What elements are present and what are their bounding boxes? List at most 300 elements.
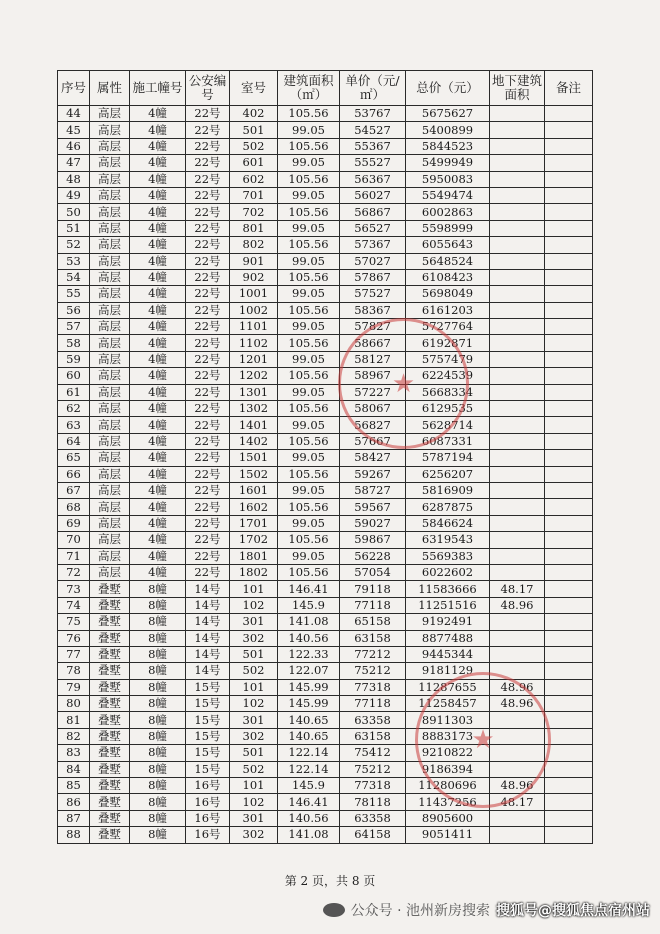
table-cell: 74: [58, 597, 90, 613]
table-cell: [545, 335, 593, 351]
table-cell: 77318: [340, 679, 406, 695]
table-cell: 56: [58, 302, 90, 318]
table-cell: 88: [58, 827, 90, 843]
table-cell: 22号: [186, 302, 230, 318]
table-cell: 145.99: [278, 696, 340, 712]
table-cell: [490, 335, 545, 351]
table-cell: 52: [58, 237, 90, 253]
table-cell: 56228: [340, 548, 406, 564]
table-cell: 58727: [340, 482, 406, 498]
table-cell: 高层: [90, 368, 130, 384]
table-row: [58, 433, 593, 449]
table-cell: 1102: [230, 335, 278, 351]
table-cell: 高层: [90, 155, 130, 171]
table-cell: 105.56: [278, 138, 340, 154]
table-cell: 14号: [186, 581, 230, 597]
table-cell: 58367: [340, 302, 406, 318]
table-cell: 高层: [90, 532, 130, 548]
table-cell: [490, 630, 545, 646]
table-cell: 501: [230, 122, 278, 138]
table-cell: 48.96: [490, 696, 545, 712]
table-cell: 高层: [90, 401, 130, 417]
table-row: [58, 597, 593, 613]
table-cell: 46: [58, 138, 90, 154]
table-cell: 140.65: [278, 712, 340, 728]
table-cell: 9186394: [406, 761, 490, 777]
table-cell: 22号: [186, 401, 230, 417]
table-cell: 22号: [186, 499, 230, 515]
table-cell: [490, 122, 545, 138]
table-cell: 叠墅: [90, 728, 130, 744]
table-cell: 105.56: [278, 368, 340, 384]
table-cell: 22号: [186, 433, 230, 449]
table-row: [58, 515, 593, 531]
table-cell: 叠墅: [90, 712, 130, 728]
table-cell: 6129535: [406, 401, 490, 417]
table-cell: 11280696: [406, 778, 490, 794]
table-row: [58, 778, 593, 794]
table-cell: 105.56: [278, 237, 340, 253]
table-cell: 8幢: [130, 679, 186, 695]
table-cell: 4幢: [130, 204, 186, 220]
table-cell: [545, 810, 593, 826]
header-cell: 单价（元/㎡）: [340, 71, 406, 106]
table-cell: [545, 450, 593, 466]
table-row: [58, 302, 593, 318]
table-cell: 59867: [340, 532, 406, 548]
table-row: [58, 187, 593, 203]
table-cell: 99.05: [278, 319, 340, 335]
table-cell: 高层: [90, 220, 130, 236]
table-cell: 8幢: [130, 810, 186, 826]
table-cell: 22号: [186, 450, 230, 466]
table-cell: 99.05: [278, 122, 340, 138]
table-cell: 1101: [230, 319, 278, 335]
table-cell: [490, 712, 545, 728]
table-cell: 22号: [186, 237, 230, 253]
table-cell: 48.96: [490, 778, 545, 794]
table-cell: 6256207: [406, 466, 490, 482]
table-row: [58, 384, 593, 400]
table-cell: 高层: [90, 433, 130, 449]
table-cell: 22号: [186, 204, 230, 220]
table-cell: 105.56: [278, 401, 340, 417]
table-cell: [545, 187, 593, 203]
table-cell: 5757479: [406, 351, 490, 367]
table-cell: [490, 302, 545, 318]
table-cell: 4幢: [130, 450, 186, 466]
table-cell: 4幢: [130, 122, 186, 138]
table-cell: [545, 384, 593, 400]
table-cell: [490, 269, 545, 285]
header-cell: 属性: [90, 71, 130, 106]
table-cell: 15号: [186, 679, 230, 695]
table-cell: 高层: [90, 417, 130, 433]
table-cell: [490, 482, 545, 498]
table-cell: [545, 794, 593, 810]
table-cell: 6224539: [406, 368, 490, 384]
table-cell: 1801: [230, 548, 278, 564]
table-cell: 62: [58, 401, 90, 417]
wechat-icon: [323, 903, 345, 917]
table-cell: 4幢: [130, 515, 186, 531]
table-cell: 99.05: [278, 515, 340, 531]
table-cell: [545, 269, 593, 285]
table-row: [58, 171, 593, 187]
table-cell: 701: [230, 187, 278, 203]
table-cell: [545, 515, 593, 531]
table-cell: 75: [58, 614, 90, 630]
table-cell: 4幢: [130, 384, 186, 400]
table-cell: [545, 532, 593, 548]
table-row: [58, 810, 593, 826]
red-seal-stamp: ★: [338, 318, 469, 449]
table-cell: 9210822: [406, 745, 490, 761]
table-cell: 5846624: [406, 515, 490, 531]
table-cell: [490, 138, 545, 154]
table-cell: 77212: [340, 646, 406, 662]
table-cell: 83: [58, 745, 90, 761]
table-cell: 75412: [340, 745, 406, 761]
table-cell: 5675627: [406, 106, 490, 122]
header-cell: 序号: [58, 71, 90, 106]
table-cell: [490, 253, 545, 269]
table-row: [58, 220, 593, 236]
table-cell: 叠墅: [90, 597, 130, 613]
table-cell: 16号: [186, 778, 230, 794]
table-cell: 6087331: [406, 433, 490, 449]
table-cell: 高层: [90, 548, 130, 564]
table-cell: [545, 138, 593, 154]
table-cell: 22号: [186, 155, 230, 171]
table-row: [58, 564, 593, 580]
table-cell: 22号: [186, 351, 230, 367]
table-cell: 101: [230, 581, 278, 597]
table-cell: [490, 106, 545, 122]
table-row: [58, 614, 593, 630]
table-cell: 76: [58, 630, 90, 646]
table-cell: 高层: [90, 482, 130, 498]
table-cell: [545, 433, 593, 449]
table-cell: [545, 712, 593, 728]
table-cell: 22号: [186, 417, 230, 433]
table-cell: 高层: [90, 384, 130, 400]
table-cell: 81: [58, 712, 90, 728]
table-cell: 99.05: [278, 155, 340, 171]
table-cell: 高层: [90, 351, 130, 367]
watermark-account: 公众号 · 池州新房搜索: [350, 903, 490, 919]
table-cell: 叠墅: [90, 794, 130, 810]
table-cell: [490, 286, 545, 302]
table-cell: 16号: [186, 810, 230, 826]
table-cell: 8幢: [130, 630, 186, 646]
table-cell: [545, 106, 593, 122]
table-cell: 1301: [230, 384, 278, 400]
table-cell: 8幢: [130, 728, 186, 744]
table-cell: 302: [230, 630, 278, 646]
table-row: [58, 286, 593, 302]
table-cell: 6287875: [406, 499, 490, 515]
table-cell: 48.17: [490, 581, 545, 597]
table-cell: 140.56: [278, 810, 340, 826]
table-cell: [490, 548, 545, 564]
table-cell: 叠墅: [90, 761, 130, 777]
table-cell: 22号: [186, 515, 230, 531]
table-cell: 高层: [90, 499, 130, 515]
table-cell: 57367: [340, 237, 406, 253]
table-cell: 105.56: [278, 433, 340, 449]
table-cell: 141.08: [278, 614, 340, 630]
table-cell: 22号: [186, 319, 230, 335]
table-row: [58, 269, 593, 285]
table-cell: 502: [230, 761, 278, 777]
table-row: [58, 417, 593, 433]
table-cell: [545, 548, 593, 564]
table-cell: 145.99: [278, 679, 340, 695]
table-cell: 8911303: [406, 712, 490, 728]
table-cell: 4幢: [130, 466, 186, 482]
table-cell: 65: [58, 450, 90, 466]
table-cell: [490, 663, 545, 679]
table-cell: 22号: [186, 106, 230, 122]
table-cell: [490, 646, 545, 662]
table-cell: 8幢: [130, 712, 186, 728]
table-cell: 叠墅: [90, 581, 130, 597]
table-row: [58, 679, 593, 695]
table-cell: 56867: [340, 204, 406, 220]
table-cell: [545, 253, 593, 269]
table-cell: 9192491: [406, 614, 490, 630]
table-cell: 58: [58, 335, 90, 351]
table-cell: 1802: [230, 564, 278, 580]
table-cell: [545, 204, 593, 220]
table-cell: 99.05: [278, 187, 340, 203]
table-cell: 8877488: [406, 630, 490, 646]
table-cell: 4幢: [130, 155, 186, 171]
table-cell: [490, 433, 545, 449]
table-cell: 5569383: [406, 548, 490, 564]
table-cell: 6319543: [406, 532, 490, 548]
table-row: [58, 630, 593, 646]
table-cell: [545, 564, 593, 580]
table-cell: 9445344: [406, 646, 490, 662]
table-cell: [490, 171, 545, 187]
table-cell: [545, 482, 593, 498]
table-cell: [490, 564, 545, 580]
table-row: [58, 482, 593, 498]
table-cell: 77118: [340, 597, 406, 613]
table-cell: 8幢: [130, 827, 186, 843]
table-cell: 22号: [186, 384, 230, 400]
table-cell: 高层: [90, 171, 130, 187]
table-cell: [545, 171, 593, 187]
table-cell: [545, 663, 593, 679]
table-cell: 105.56: [278, 499, 340, 515]
table-row: [58, 335, 593, 351]
table-cell: 86: [58, 794, 90, 810]
table-cell: 6002863: [406, 204, 490, 220]
table-cell: 5499949: [406, 155, 490, 171]
table-cell: 8幢: [130, 778, 186, 794]
table-cell: 102: [230, 696, 278, 712]
table-cell: 702: [230, 204, 278, 220]
table-cell: 4幢: [130, 138, 186, 154]
table-cell: 高层: [90, 253, 130, 269]
table-cell: [490, 351, 545, 367]
table-row: [58, 368, 593, 384]
table-cell: 102: [230, 794, 278, 810]
table-cell: [545, 351, 593, 367]
table-cell: 4幢: [130, 351, 186, 367]
table-cell: 47: [58, 155, 90, 171]
table-cell: 22号: [186, 187, 230, 203]
table-cell: 901: [230, 253, 278, 269]
table-cell: 11287655: [406, 679, 490, 695]
table-cell: 122.14: [278, 761, 340, 777]
table-cell: 16号: [186, 827, 230, 843]
table-cell: 4幢: [130, 269, 186, 285]
table-cell: 60: [58, 368, 90, 384]
table-cell: 72: [58, 564, 90, 580]
table-cell: 54: [58, 269, 90, 285]
table-cell: 1002: [230, 302, 278, 318]
table-cell: 22号: [186, 171, 230, 187]
table-cell: 53767: [340, 106, 406, 122]
table-cell: 8幢: [130, 745, 186, 761]
table-cell: [545, 220, 593, 236]
table-cell: 叠墅: [90, 614, 130, 630]
table-cell: 99.05: [278, 220, 340, 236]
table-cell: 902: [230, 269, 278, 285]
table-cell: 6161203: [406, 302, 490, 318]
table-cell: 502: [230, 663, 278, 679]
table-cell: [545, 417, 593, 433]
table-cell: 79118: [340, 581, 406, 597]
table-cell: 22号: [186, 269, 230, 285]
table-cell: 叠墅: [90, 696, 130, 712]
table-cell: [545, 745, 593, 761]
table-cell: 501: [230, 745, 278, 761]
table-cell: 4幢: [130, 319, 186, 335]
table-cell: 402: [230, 106, 278, 122]
table-cell: 67: [58, 482, 90, 498]
table-cell: 140.56: [278, 630, 340, 646]
table-cell: 105.56: [278, 335, 340, 351]
table-cell: 99.05: [278, 548, 340, 564]
table-cell: 6055643: [406, 237, 490, 253]
table-cell: 1302: [230, 401, 278, 417]
table-cell: 1601: [230, 482, 278, 498]
table-cell: [490, 220, 545, 236]
table-cell: 4幢: [130, 171, 186, 187]
table-cell: 85: [58, 778, 90, 794]
table-cell: 14号: [186, 646, 230, 662]
table-cell: 叠墅: [90, 745, 130, 761]
table-cell: 15号: [186, 761, 230, 777]
table-cell: 5816909: [406, 482, 490, 498]
table-cell: 8883173: [406, 728, 490, 744]
table-row: [58, 499, 593, 515]
table-cell: 高层: [90, 564, 130, 580]
table-cell: 8幢: [130, 581, 186, 597]
watermark-source: 搜狐号@搜狐焦点宿州站: [496, 903, 650, 919]
table-cell: 14号: [186, 630, 230, 646]
table-cell: 11583666: [406, 581, 490, 597]
red-seal-stamp: ★: [415, 672, 551, 808]
table-cell: 58427: [340, 450, 406, 466]
table-cell: 59027: [340, 515, 406, 531]
table-cell: 叠墅: [90, 663, 130, 679]
table-cell: 63358: [340, 810, 406, 826]
table-cell: 64158: [340, 827, 406, 843]
table-cell: 70: [58, 532, 90, 548]
table-cell: 15号: [186, 745, 230, 761]
table-cell: 4幢: [130, 433, 186, 449]
header-cell: 地下建筑面积: [490, 71, 545, 106]
table-cell: 4幢: [130, 548, 186, 564]
table-cell: 5668334: [406, 384, 490, 400]
table-cell: [545, 630, 593, 646]
table-cell: 4幢: [130, 417, 186, 433]
table-cell: [490, 155, 545, 171]
table-cell: 64: [58, 433, 90, 449]
table-cell: 51: [58, 220, 90, 236]
table-cell: 4幢: [130, 220, 186, 236]
table-cell: 78: [58, 663, 90, 679]
table-cell: 11437256: [406, 794, 490, 810]
table-cell: 59: [58, 351, 90, 367]
table-row: [58, 532, 593, 548]
table-cell: [490, 466, 545, 482]
table-cell: [545, 581, 593, 597]
table-cell: 11258457: [406, 696, 490, 712]
table-cell: [545, 302, 593, 318]
header-cell: 备注: [545, 71, 593, 106]
table-row: [58, 450, 593, 466]
table-header-row: [58, 71, 593, 106]
table-cell: 48.96: [490, 679, 545, 695]
header-cell: 公安编号: [186, 71, 230, 106]
table-cell: [490, 614, 545, 630]
table-cell: 105.56: [278, 564, 340, 580]
table-cell: [490, 384, 545, 400]
table-row: [58, 351, 593, 367]
table-cell: 48.17: [490, 794, 545, 810]
table-cell: 55527: [340, 155, 406, 171]
table-cell: 54527: [340, 122, 406, 138]
table-row: [58, 106, 593, 122]
table-cell: 22号: [186, 564, 230, 580]
table-cell: 4幢: [130, 482, 186, 498]
table-cell: 57827: [340, 319, 406, 335]
table-cell: 502: [230, 138, 278, 154]
table-cell: 5844523: [406, 138, 490, 154]
table-cell: 63158: [340, 630, 406, 646]
table-cell: 56027: [340, 187, 406, 203]
table-cell: 高层: [90, 204, 130, 220]
table-cell: 99.05: [278, 450, 340, 466]
table-cell: 146.41: [278, 581, 340, 597]
table-cell: [545, 827, 593, 843]
table-cell: 63358: [340, 712, 406, 728]
table-cell: 102: [230, 597, 278, 613]
table-cell: 22号: [186, 482, 230, 498]
table-cell: 高层: [90, 187, 130, 203]
table-cell: 高层: [90, 286, 130, 302]
table-cell: [545, 368, 593, 384]
table-row: [58, 253, 593, 269]
table-cell: 105.56: [278, 269, 340, 285]
